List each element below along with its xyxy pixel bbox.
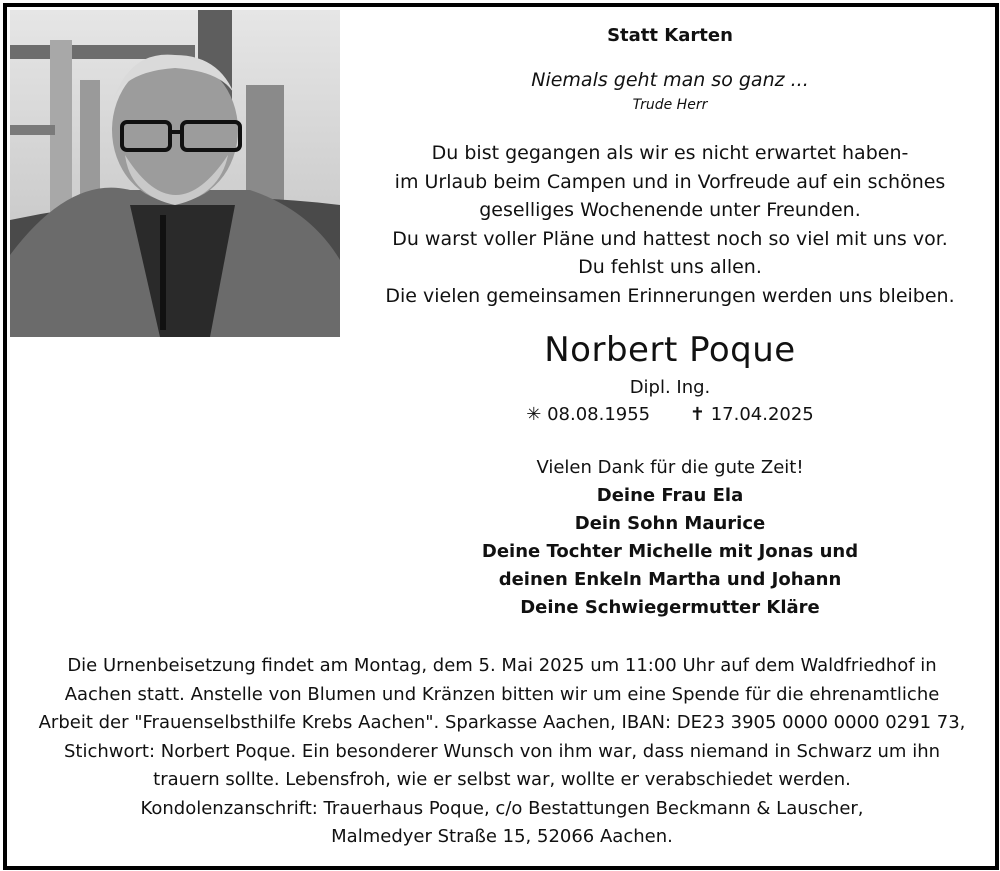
deceased-name: Norbert Poque [544,330,796,370]
life-dates [340,404,1000,425]
deceased-title: Dipl. Ing. [629,377,711,398]
statt-karten-heading: Statt Karten [607,25,733,46]
poem-line: im Urlaub beim Campen und in Vorfreude auf ein schönes [394,170,946,193]
details-line: Aachen statt. Anstelle von Blumen und Kränzen bitten wir um eine Spende für die ehrenamtliche [64,683,940,705]
details-line: Malmedyer Straße 15, 52066 Aachen. [331,826,673,847]
family-list [340,482,1000,622]
poem-line: Du warst voller Pläne und hattest noch so viel mit uns vor. [392,227,948,250]
family-member: deinen Enkeln Martha und Johann [498,569,842,590]
poem-line: geselliges Wochenende unter Freunden. [479,199,861,221]
poem-line: Du bist gegangen als wir es nicht erwartet haben- [431,142,909,164]
portrait-photo [10,10,340,337]
family-member: Dein Sohn Maurice [574,513,766,534]
birth-date: 08.08.1955 [547,404,651,425]
details-line: Arbeit der "Frauenselbsthilfe Krebs Aachen". Sparkasse Aachen, IBAN: DE23 3905 0000 0000 0291 73, [38,712,966,733]
details-line: trauern sollte. Lebensfroh, wie er selbst war, wollte er verabschiedet werden. [153,769,851,790]
poem [340,139,1000,310]
poem-line: Die vielen gemeinsamen Erinnerungen werden uns bleiben. [385,284,955,307]
death-cross-icon: ✝ [689,404,705,425]
death-date: 17.04.2025 [710,404,814,425]
obituary-frame [3,3,999,870]
quote-text: Niemals geht man so ganz ... [531,69,809,91]
details-line: Stichwort: Norbert Poque. Ein besonderer Wunsch von ihm war, dass niemand in Schwarz um ihn [63,740,941,762]
birth-star-icon: ✳ [526,404,542,425]
funeral-details [37,652,967,852]
details-line: Die Urnenbeisetzung findet am Montag, dem 5. Mai 2025 um 11:00 Uhr auf dem Waldfriedhof in [67,655,937,676]
details-line: Kondolenzanschrift: Trauerhaus Poque, c/o Bestattungen Beckmann & Lauscher, [140,797,864,819]
family-member: Deine Schwiegermutter Kläre [520,597,820,618]
family-member: Deine Tochter Michelle mit Jonas und [481,541,859,562]
quote-author: Trude Herr [632,97,708,113]
poem-line: Du fehlst uns allen. [578,256,762,278]
family-member: Deine Frau Ela [596,485,744,506]
thanks-line: Vielen Dank für die gute Zeit! [536,457,804,478]
